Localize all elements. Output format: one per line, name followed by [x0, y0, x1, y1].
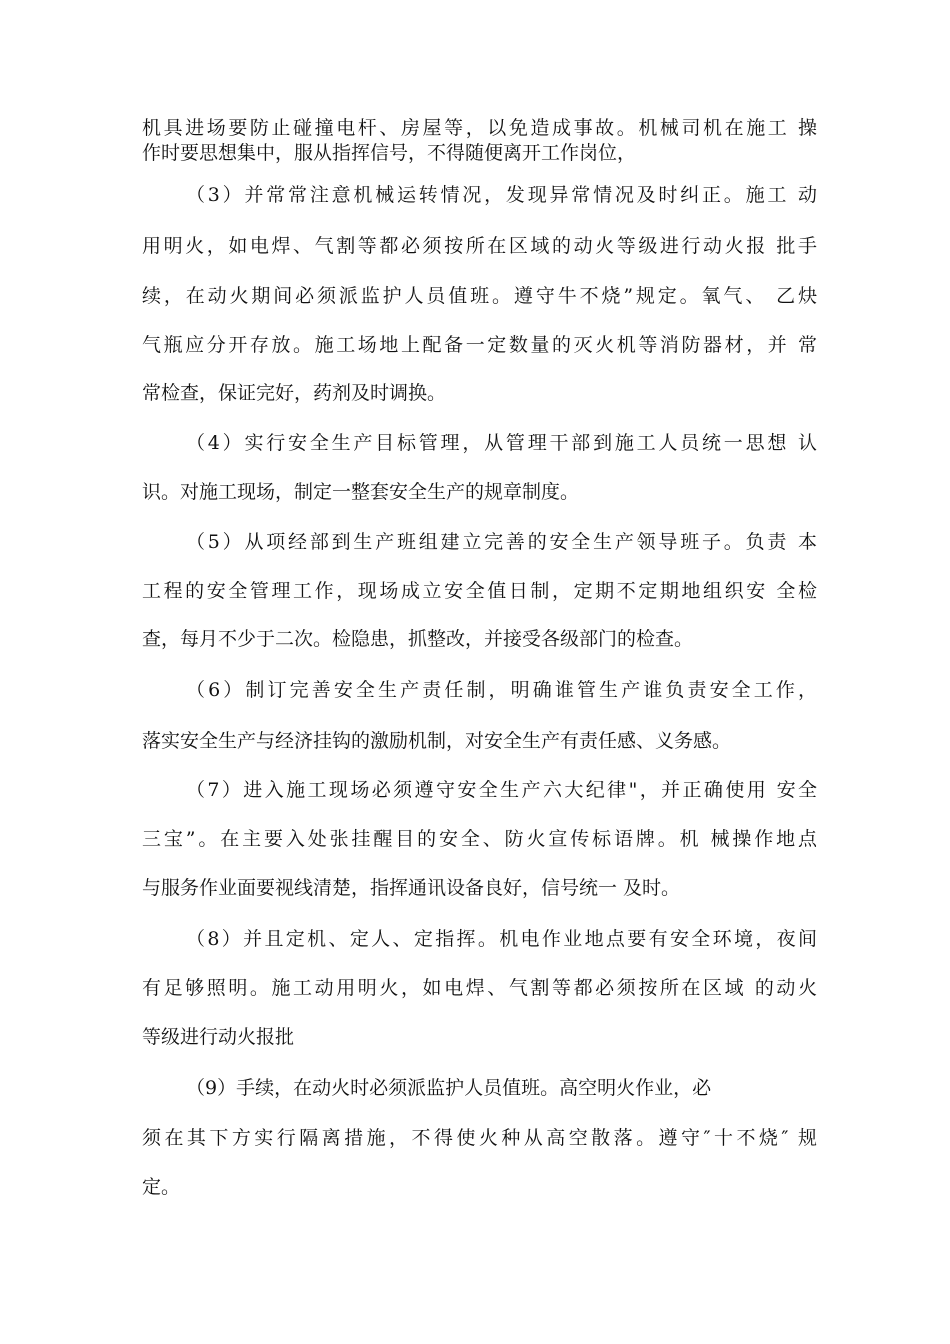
paragraph-4-line: （4）实行安全生产目标管理，从管理干部到施工人员统一思想 认 [186, 432, 817, 454]
text-line: 用明火，如电焊、气割等都必须按所在区域的动火等级进行动火报 批手 [142, 235, 817, 257]
text-line: 须在其下方实行隔离措施，不得使火种从高空散落。遵守″十不烧″ 规 [142, 1127, 817, 1149]
text-line: 工程的安全管理工作，现场成立安全值日制，定期不定期地组织安 全检 [142, 580, 817, 602]
text-line: 常检查，保证完好，药剂及时调换。 [142, 382, 447, 404]
text-line: 识。对施工现场，制定一整套安全生产的规章制度。 [142, 481, 580, 503]
paragraph-3-line: （3）并常常注意机械运转情况，发现异常情况及时纠正。施工 动 [186, 184, 817, 206]
text-line: 有足够照明。施工动用明火，如电焊、气割等都必须按所在区域 的动火 [142, 977, 817, 999]
text-line: 查，每月不少于二次。检隐患，抓整改，并接受各级部门的检查。 [142, 628, 694, 650]
text-line: 定。 [142, 1176, 181, 1198]
paragraph-6-line: （6）制订完善安全生产责任制，明确谁管生产谁负责安全工作， [186, 679, 817, 701]
text-line: 气瓶应分开存放。施工场地上配备一定数量的灭火机等消防器材，并 常 [142, 334, 817, 356]
paragraph-9-line: （9）手续，在动火时必须派监护人员值班。高空明火作业，必 [186, 1077, 712, 1099]
paragraph-8-line: （8）并且定机、定人、定指挥。机电作业地点要有安全环境，夜间 [186, 928, 817, 950]
text-line: 与服务作业面要视线清楚，指挥通讯设备良好，信号统一 及时。 [142, 877, 681, 899]
paragraph-5-line: （5）从项经部到生产班组建立完善的安全生产领导班子。负责 本 [186, 531, 817, 553]
text-line: 机具进场要防止碰撞电杆、房屋等，以免造成事故。机械司机在施工 操 [142, 117, 817, 139]
text-line: 三宝”。在主要入处张挂醒目的安全、防火宣传标语牌。机 械操作地点 [142, 828, 817, 850]
text-line: 续，在动火期间必须派监护人员值班。遵守牛不烧”规定。氧气、 乙炔 [142, 285, 817, 307]
paragraph-7-line: （7）进入施工现场必须遵守安全生产六大纪律"，并正确使用 安全 [186, 779, 817, 801]
text-line: 等级进行动火报批 [142, 1026, 295, 1048]
text-line: 落实安全生产与经济挂钩的激励机制，对安全生产有责任感、义务感。 [142, 730, 732, 752]
text-line: 作时要思想集中，服从指挥信号，不得随便离开工作岗位， [142, 142, 637, 164]
